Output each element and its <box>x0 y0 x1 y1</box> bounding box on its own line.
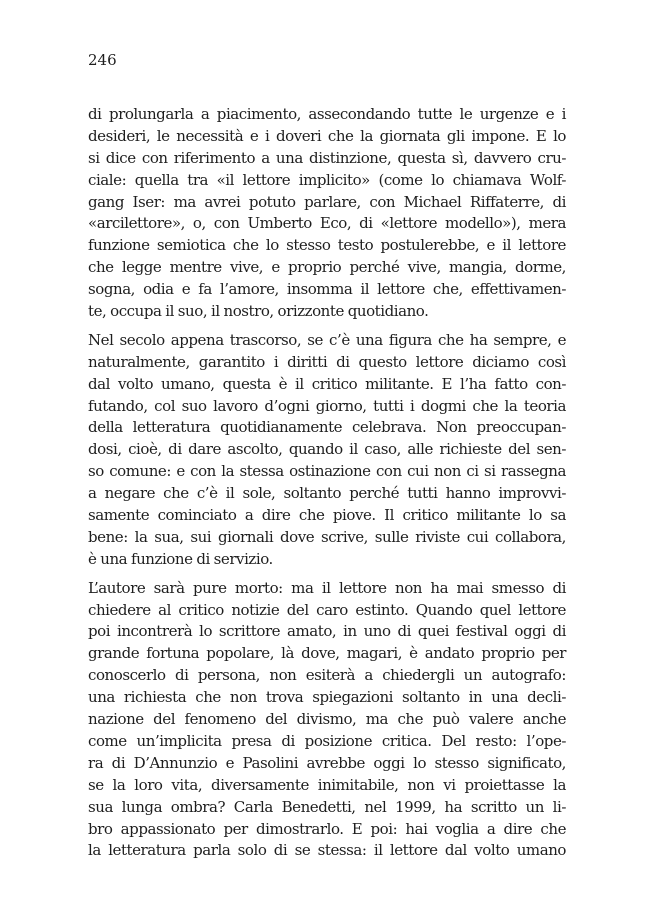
text-line: bro appassionato per dimostrarlo. E poi: hai voglia a dire che <box>88 819 566 838</box>
text-line: sua lunga ombra? Carla Benedetti, nel 1999, ha scritto un li- <box>88 797 566 816</box>
text-line: la letteratura parla solo di se stessa: il lettore dal volto umano <box>88 841 566 860</box>
text-line: dosi, cioè, di dare ascolto, quando il caso, alle richieste del sen- <box>88 440 566 459</box>
paragraph-3 <box>88 578 566 863</box>
text-line: «arcilettore», o, con Umberto Eco, di «lettore modello»), mera <box>88 214 566 233</box>
text-line: futando, col suo lavoro d’ogni giorno, tutti i dogmi che la teoria <box>88 396 566 415</box>
page-number: 246 <box>88 51 117 69</box>
text-line: conoscerlo di persona, non esiterà a chiedergli un autografo: <box>88 666 566 685</box>
text-line: desideri, le necessità e i doveri che la giornata gli impone. E lo <box>88 126 566 145</box>
text-line: è una funzione di servizio. <box>88 549 273 568</box>
text-line: samente cominciato a dire che piove. Il critico militante lo sa <box>88 506 566 525</box>
text-line: naturalmente, garantito i diritti di questo lettore diciamo così <box>88 352 566 371</box>
text-line: a negare che c’è il sole, soltanto perché tutti hanno improvvi- <box>88 484 566 503</box>
text-line: ciale: quella tra «il lettore implicito» (come lo chiamava Wolf- <box>88 170 566 189</box>
text-line: funzione semiotica che lo stesso testo postulerebbe, e il lettore <box>88 236 566 255</box>
text-line: L’autore sarà pure morto: ma il lettore non ha mai smesso di <box>88 578 566 597</box>
text-line: della letteratura quotidianamente celebrava. Non preoccupan- <box>88 418 566 437</box>
text-line: che legge mentre vive, e proprio perché vive, mangia, dorme, <box>88 258 566 277</box>
body-text <box>88 104 566 869</box>
text-line: una richiesta che non trova spiegazioni soltanto in una decli- <box>88 688 566 707</box>
text-line: ra di D’Annunzio e Pasolini avrebbe oggi lo stesso significato, <box>88 753 566 772</box>
text-line: si dice con riferimento a una distinzione, questa sì, davvero cru- <box>88 148 566 167</box>
paragraph-1 <box>88 104 566 323</box>
text-line: te, occupa il suo, il nostro, orizzonte quotidiano. <box>88 302 429 321</box>
paragraph-2 <box>88 330 566 571</box>
text-line: se la loro vita, diversamente inimitabile, non vi proiettasse la <box>88 775 566 794</box>
text-line: gang Iser: ma avrei potuto parlare, con Michael Riffaterre, di <box>88 192 566 211</box>
text-line: poi incontrerà lo scrittore amato, in uno di quei festival oggi di <box>88 622 566 641</box>
text-line: come un’implicita presa di posizione critica. Del resto: l’ope- <box>88 731 566 750</box>
text-line: di prolungarla a piacimento, assecondando tutte le urgenze e i <box>88 105 566 123</box>
text-line: Nel secolo appena trascorso, se c’è una figura che ha sempre, e <box>88 330 566 349</box>
text-line: chiedere al critico notizie del caro estinto. Quando quel lettore <box>88 600 566 619</box>
text-line: bene: la sua, sui giornali dove scrive, sulle riviste cui collabora, <box>88 527 566 546</box>
text-line: grande fortuna popolare, là dove, magari, è andato proprio per <box>88 644 566 663</box>
text-line: so comune: e con la stessa ostinazione con cui non ci si rassegna <box>88 462 566 481</box>
text-line: dal volto umano, questa è il critico militante. E l’ha fatto con- <box>88 374 566 393</box>
text-line: sogna, odia e fa l’amore, insomma il lettore che, effettivamen- <box>88 280 566 299</box>
text-line: nazione del fenomeno del divismo, ma che può valere anche <box>88 710 566 729</box>
